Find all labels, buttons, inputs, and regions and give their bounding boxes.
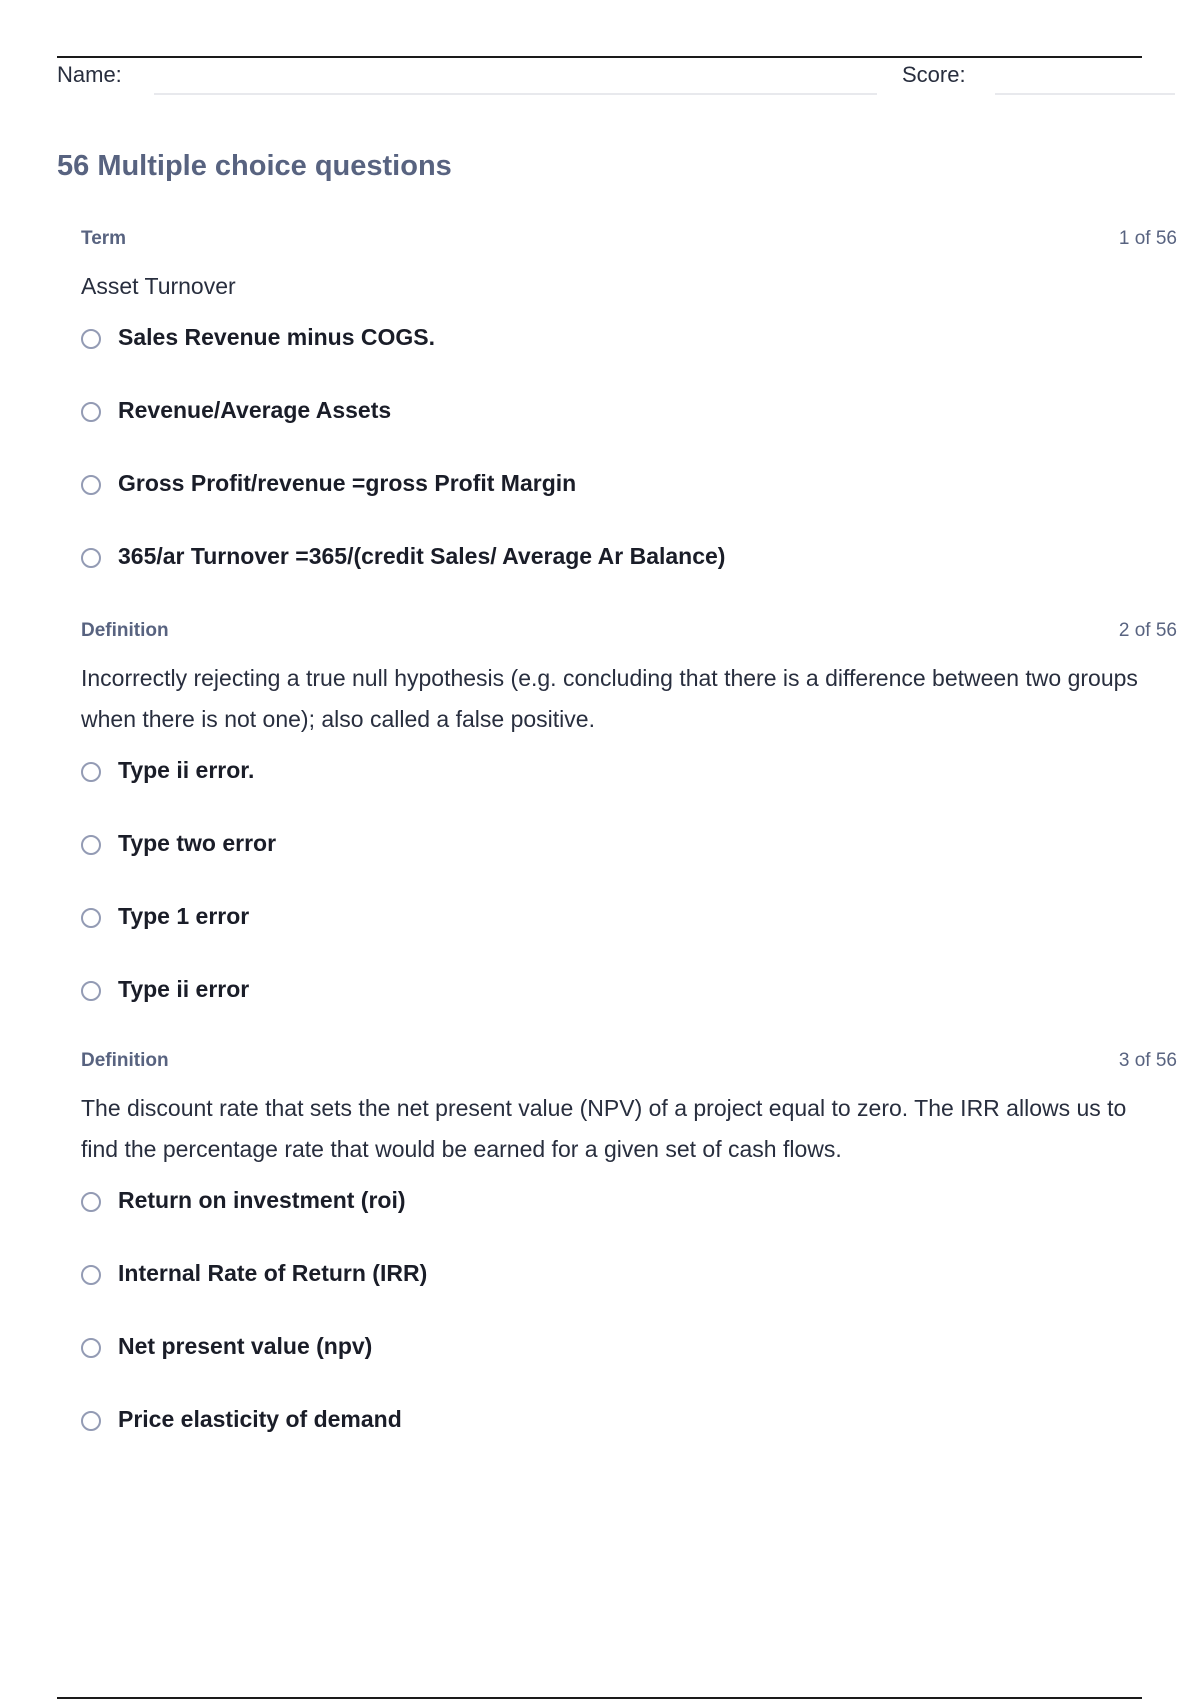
answer-option[interactable] [81, 751, 1177, 824]
radio-button[interactable] [81, 762, 101, 782]
question-meta [81, 1050, 1177, 1074]
bottom-divider [57, 1697, 1142, 1699]
answer-option[interactable] [81, 537, 1177, 610]
option-label: Type ii error. [118, 757, 255, 783]
radio-button[interactable] [81, 908, 101, 928]
name-field[interactable] [154, 93, 877, 95]
radio-button[interactable] [81, 1265, 101, 1285]
option-label: Type two error [118, 830, 277, 856]
options-list [81, 318, 1177, 610]
radio-button[interactable] [81, 548, 101, 568]
answer-option[interactable] [81, 1327, 1177, 1400]
question-type: Term [81, 228, 127, 249]
answer-option[interactable] [81, 1181, 1177, 1254]
option-label: Type ii error [118, 976, 250, 1002]
radio-button[interactable] [81, 981, 101, 1001]
radio-button[interactable] [81, 1411, 101, 1431]
option-label: Gross Profit/revenue =gross Profit Margin [118, 470, 577, 496]
radio-button[interactable] [81, 329, 101, 349]
radio-button[interactable] [81, 835, 101, 855]
option-label: Return on investment (roi) [118, 1187, 406, 1213]
options-list [81, 751, 1177, 1043]
question-prompt: Asset Turnover [81, 273, 236, 299]
option-label: Revenue/Average Assets [118, 397, 392, 423]
answer-option[interactable] [81, 1400, 1177, 1473]
answer-option[interactable] [81, 391, 1177, 464]
radio-button[interactable] [81, 402, 101, 422]
radio-button[interactable] [81, 1192, 101, 1212]
question-meta [81, 228, 1177, 252]
answer-option[interactable] [81, 318, 1177, 391]
question-2 [81, 620, 1177, 1043]
question-counter: 1 of 56 [1118, 228, 1177, 249]
options-list [81, 1181, 1177, 1473]
header-row [57, 58, 1177, 98]
option-label: Net present value (npv) [118, 1333, 373, 1359]
answer-option[interactable] [81, 824, 1177, 897]
radio-button[interactable] [81, 1338, 101, 1358]
radio-button[interactable] [81, 475, 101, 495]
option-label: Type 1 error [118, 903, 250, 929]
question-3 [81, 1050, 1177, 1473]
question-meta [81, 620, 1177, 644]
question-counter: 2 of 56 [1118, 620, 1177, 641]
name-label: Name: [57, 62, 122, 87]
question-type: Definition [81, 1050, 169, 1071]
option-label: Internal Rate of Return (IRR) [118, 1260, 428, 1286]
option-label: 365/ar Turnover =365/(credit Sales/ Average Ar Balance) [118, 543, 726, 569]
score-label: Score: [902, 62, 966, 87]
answer-option[interactable] [81, 970, 1177, 1043]
question-type: Definition [81, 620, 169, 641]
question-prompt: Incorrectly rejecting a true null hypothesis (e.g. concluding that there is a difference between two groups when there is not one); also called a false positive. [81, 665, 1138, 732]
question-counter: 3 of 56 [1118, 1050, 1177, 1071]
question-prompt: The discount rate that sets the net present value (NPV) of a project equal to zero. The IRR allows us to find the percentage rate that would be earned for a given set of cash flows. [81, 1095, 1127, 1162]
answer-option[interactable] [81, 464, 1177, 537]
option-label: Price elasticity of demand [118, 1406, 402, 1432]
option-label: Sales Revenue minus COGS. [118, 324, 436, 350]
section-heading: 56 Multiple choice questions [57, 150, 452, 182]
answer-option[interactable] [81, 1254, 1177, 1327]
score-field[interactable] [995, 93, 1175, 95]
answer-option[interactable] [81, 897, 1177, 970]
question-1 [81, 228, 1177, 610]
